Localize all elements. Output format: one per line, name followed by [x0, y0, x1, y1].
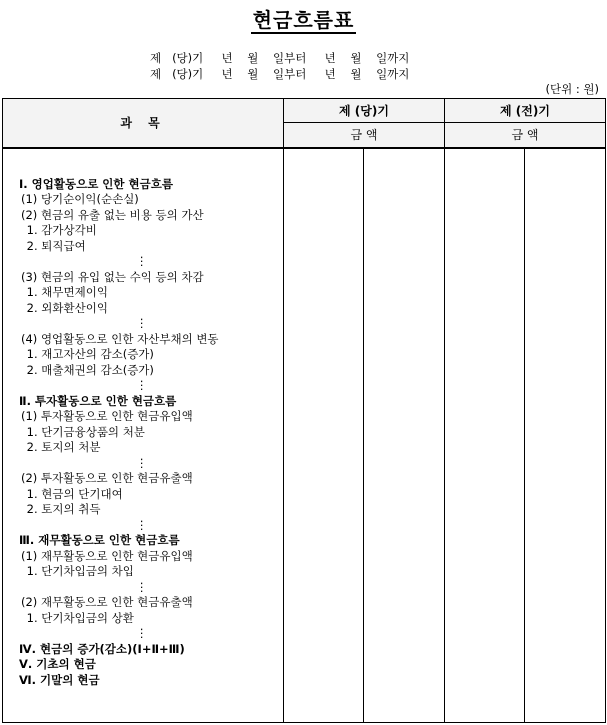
continuation-dots: ⋮ [136, 316, 148, 330]
section-heading: Ⅰ. 영업활동으로 인한 현금흐름 [19, 176, 173, 191]
section-heading: Ⅱ. 투자활동으로 인한 현금흐름 [19, 393, 177, 408]
current-amount-header: 금 액 [284, 123, 445, 148]
current-period-header: 제 (당)기 [284, 99, 445, 123]
continuation-dots: ⋮ [136, 378, 148, 392]
account-item: (2) 투자활동으로 인한 현금유출액 [21, 471, 193, 485]
period-line-2: 제 (당)기 년 월 일부터 년 월 일까지 [150, 67, 410, 81]
account-item: 2. 퇴직급여 [23, 238, 86, 253]
account-item: (1) 재무활동으로 인한 현금유입액 [21, 548, 193, 563]
previous-period-header: 제 (전)기 [445, 99, 606, 123]
subject-header: 과 목 [3, 99, 284, 148]
account-item: 2. 외화환산이익 [23, 300, 108, 315]
section-heading: Ⅴ. 기초의 현금 [19, 657, 96, 671]
continuation-dots: ⋮ [136, 626, 148, 640]
account-item: 1. 단기금융상품의 처분 [23, 424, 145, 439]
continuation-dots: ⋮ [136, 579, 148, 594]
account-item: (2) 현금의 유출 없는 비용 등의 가산 [21, 207, 204, 222]
cash-flow-table [2, 98, 606, 723]
section-heading: Ⅵ. 기말의 현금 [19, 672, 100, 687]
continuation-dots: ⋮ [136, 517, 148, 532]
unit-label: (단위 : 원) [545, 82, 599, 96]
account-item: 2. 토지의 처분 [23, 440, 101, 454]
account-item: 1. 단기차입금의 차입 [23, 564, 134, 578]
previous-amount-cell-1 [445, 148, 525, 723]
account-item: 2. 토지의 취득 [23, 502, 101, 516]
account-item: (2) 재무활동으로 인한 현금유출액 [21, 595, 193, 609]
continuation-dots: ⋮ [136, 455, 148, 470]
current-amount-cell-2 [364, 148, 445, 723]
current-amount-cell-1 [284, 148, 364, 723]
account-item: (4) 영업활동으로 인한 자산부채의 변동 [21, 331, 219, 346]
section-heading: Ⅳ. 현금의 증가(감소)(Ⅰ+Ⅱ+Ⅲ) [19, 641, 185, 656]
previous-amount-cell-2 [525, 148, 606, 723]
continuation-dots: ⋮ [136, 254, 148, 268]
account-item: 1. 채무면제이익 [23, 285, 108, 299]
subject-column [3, 148, 284, 723]
account-item: 1. 감가상각비 [23, 223, 97, 237]
account-item: (1) 투자활동으로 인한 현금유입액 [21, 409, 193, 423]
account-item: (1) 당기순이익(순손실) [21, 192, 139, 206]
section-heading: Ⅲ. 재무활동으로 인한 현금흐름 [19, 533, 180, 547]
account-item: 1. 현금의 단기대여 [23, 486, 123, 501]
period-line-1: 제 (당)기 년 월 일부터 년 월 일까지 [150, 51, 410, 65]
account-list [19, 177, 219, 689]
previous-amount-header: 금 액 [445, 123, 606, 148]
account-item: 1. 재고자산의 감소(증가) [23, 347, 154, 361]
account-item: 2. 매출채권의 감소(증가) [23, 362, 154, 377]
account-item: (3) 현금의 유입 없는 수익 등의 차감 [21, 269, 204, 284]
account-item: 1. 단기차입금의 상환 [23, 610, 134, 625]
document-title: 현금흐름표 [252, 8, 355, 32]
